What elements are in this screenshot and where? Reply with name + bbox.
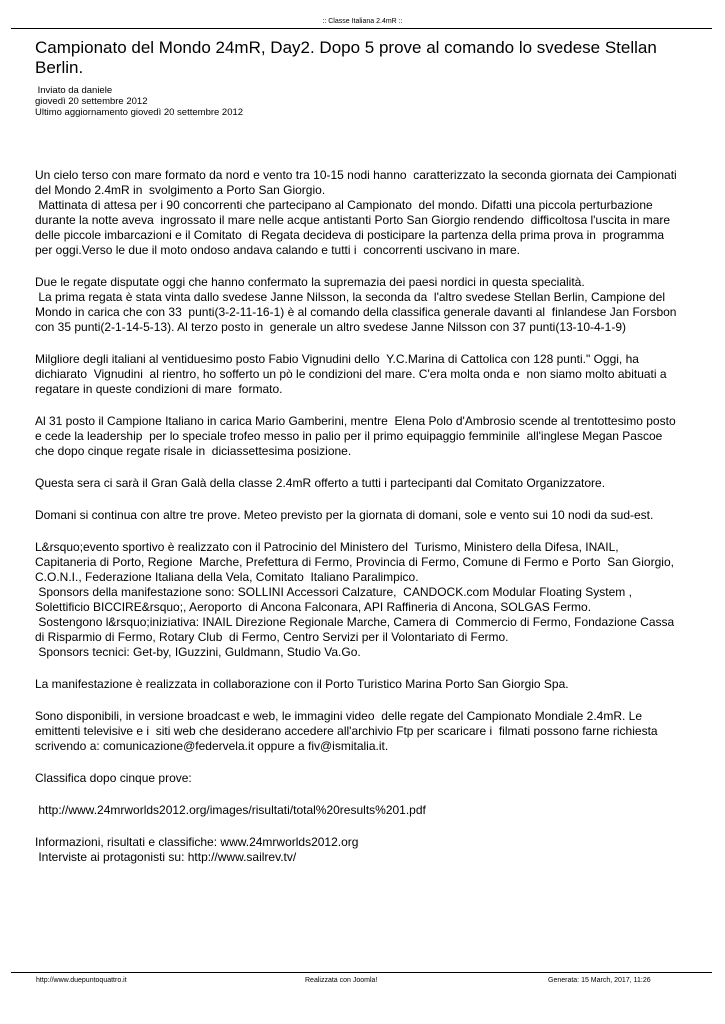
paragraph-line: Due le regate disputate oggi che hanno confermato la supremazia dei paesi nordici in questa specialità. [35,275,585,289]
paragraph-line: dichiarato Vignudini al rientro, ho sofferto un pò le condizioni del mare. C'era molta onda e non siamo molto abituati a [35,367,667,381]
header-divider [11,28,712,29]
footer-site-url[interactable]: http://www.duepuntoquattro.it [36,977,127,984]
article-paragraph [35,540,695,660]
paragraph-line: e cede la leadership per lo speciale trofeo messo in palio per il primo equipaggio femminile all'inglese Megan Pascoe [35,429,663,443]
article-body [35,168,695,882]
paragraph-line: Informazioni, risultati e classifiche: www.24mrworlds2012.org [35,835,359,849]
paragraph-line: scrivendo a: comunicazione@federvela.it oppure a fiv@ismitalia.it. [35,739,389,753]
paragraph-line: Sono disponibili, in versione broadcast e web, le immagini video delle regate del Campionato Mondiale 2.4mR. Le [35,709,643,723]
paragraph-line: La manifestazione è realizzata in collaborazione con il Porto Turistico Marina Porto San Giorgio Spa. [35,677,569,691]
paragraph-line: Mattinata di attesa per i 90 concorrenti che partecipano al Campionato del mondo. Difatti una piccola perturbazione [35,198,653,212]
paragraph-line: Solettificio BICCIRE&rsquo;, Aeroporto di Ancona Falconara, API Raffineria di Ancona, SOLGAS Fermo. [35,600,592,614]
paragraph-line: http://www.24mrworlds2012.org/images/risultati/total%20results%201.pdf [35,803,426,817]
paragraph-line: Un cielo terso con mare formato da nord e vento tra 10-15 nodi hanno caratterizzato la seconda giornata dei Campionati [35,168,677,182]
article-paragraph [35,168,695,258]
article-paragraph [35,771,695,786]
article-paragraph [35,803,695,818]
paragraph-line: per oggi.Verso le due il moto ondoso andava calando e tutti i concorrenti uscivano in mare. [35,243,520,257]
footer-credit: Realizzata con Joomla! [305,977,378,984]
paragraph-line: Classifica dopo cinque prove: [35,771,192,785]
footer-divider [11,972,712,973]
footer-generated: Generata: 15 March, 2017, 11:26 [548,977,651,984]
paragraph-line: Al 31 posto il Campione Italiano in carica Mario Gamberini, mentre Elena Polo d'Ambrosio scende al trentottesimo posto [35,414,676,428]
article-paragraph [35,352,695,397]
article-paragraph [35,275,695,335]
article-updated: Ultimo aggiornamento giovedì 20 settembre 2012 [35,107,244,118]
paragraph-line: Domani si continua con altre tre prove. Meteo previsto per la giornata di domani, sole e vento sui 10 nodi da sud-est. [35,508,654,522]
paragraph-line: L&rsquo;evento sportivo è realizzato con il Patrocinio del Ministero del Turismo, Ministero della Difesa, INAIL, [35,540,619,554]
article-paragraph [35,508,695,523]
paragraph-line: durante la notte aveva ingrossato il mare nelle acque antistanti Porto San Giorgio rendendo difficoltosa l'uscita in mare [35,213,671,227]
article-paragraph [35,677,695,692]
article-meta [35,85,435,118]
article-author: Inviato da daniele [35,85,113,96]
paragraph-line: Questa sera ci sarà il Gran Galà della classe 2.4mR offerto a tutti i partecipanti dal Comitato Organizzatore. [35,476,606,490]
paragraph-line: C.O.N.I., Federazione Italiana della Vela, Comitato Italiano Paralimpico. [35,570,419,584]
paragraph-line: Mondo in carica che con 33 punti(3-2-11-16-1) è al comando della classifica generale davanti al finlandese Jan Forsbon [35,305,677,319]
paragraph-line: Sostengono l&rsquo;iniziativa: INAIL Direzione Regionale Marche, Camera di Commercio di Fermo, Fondazione Cassa [35,615,675,629]
paragraph-line: delle piccole imbarcazioni e il Comitato di Regata decideva di posticipare la partenza della prima prova in programma [35,228,664,242]
site-header-title: :: Classe Italiana 2.4mR :: [322,18,403,25]
paragraph-line: Interviste ai protagonisti su: http://www.sailrev.tv/ [35,850,297,864]
paragraph-line: Milgliore degli italiani al ventiduesimo posto Fabio Vignudini dello Y.C.Marina di Cattolica con 128 punti." Oggi, ha [35,352,639,366]
article-paragraph [35,709,695,754]
paragraph-line: La prima regata è stata vinta dallo svedese Janne Nilsson, la seconda da l'altro svedese Stellan Berlin, Campione del [35,290,665,304]
paragraph-line: che dopo cinque regate risale in diciassettesima posizione. [35,444,352,458]
paragraph-line: del Mondo 2.4mR in svolgimento a Porto San Giorgio. [35,183,326,197]
article-paragraph [35,835,695,865]
article-date: giovedì 20 settembre 2012 [35,96,148,107]
paragraph-line: emittenti televisive e i siti web che desiderano accedere all'archivio Ftp per scaricare i filmati possono farne richiesta [35,724,658,738]
paragraph-line: con 35 punti(2-1-14-5-13). Al terzo posto in generale un altro svedese Janne Nilsson con 37 punti(13-10-4-1-9) [35,320,627,334]
paragraph-line: Sponsors della manifestazione sono: SOLLINI Accessori Calzature, CANDOCK.com Modular Floating System , [35,585,632,599]
paragraph-line: di Risparmio di Fermo, Rotary Club di Fermo, Centro Servizi per il Volontariato di Fermo. [35,630,509,644]
article-paragraph [35,414,695,459]
paragraph-line: Sponsors tecnici: Get-by, IGuzzini, Guldmann, Studio Va.Go. [35,645,361,659]
article-title: Campionato del Mondo 24mR, Day2. Dopo 5 prove al comando lo svedese Stellan Berlin. [35,38,657,77]
paragraph-line: regatare in queste condizioni di mare formato. [35,382,283,396]
paragraph-line: Capitaneria di Porto, Regione Marche, Prefettura di Fermo, Provincia di Fermo, Comune di Fermo e Porto San Giorgio, [35,555,674,569]
article-paragraph [35,476,695,491]
